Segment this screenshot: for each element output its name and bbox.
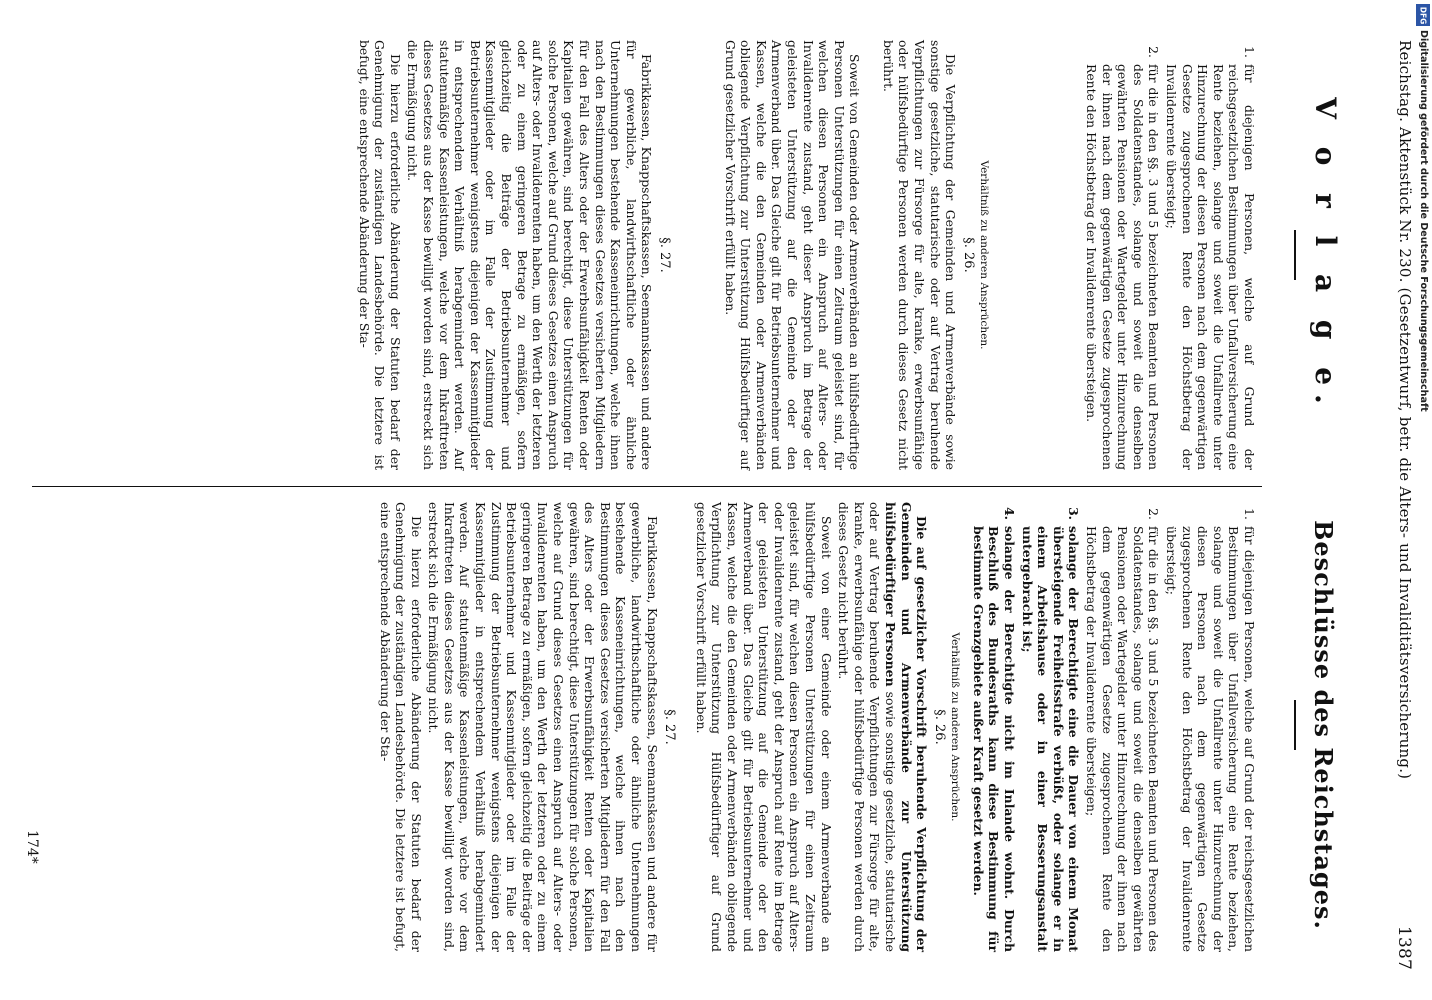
section-26-paragraph-2: Soweit von Gemeinden oder Armenverbänden an hülfsbedürftige Personen Unterstützungen für einen Zeitraum geleistet sind, für welchen diesen Personen ein Anspruch auf Alters- oder Invalidenrente zustand, geht dieser Anspruch im Betrage der geleisteten Unterstützung auf die Gemeinde oder den Armenverband über. Das Gleiche gilt für Betriebsunternehmer und Kassen, welche die den Gemeinden oder Armenverbänden obliegende Verpflichtung zur Unterstützung Hülfsbedürftiger auf Grund gesetzlicher Vorschrift erfüllt haben. xyxy=(722,40,863,470)
item-number: 3. xyxy=(1066,507,1082,520)
beschluesse-item-4 xyxy=(970,502,1017,952)
item-number: 2. xyxy=(1146,46,1162,58)
item-number: 1. xyxy=(1242,46,1257,58)
section-27-label: §. 27. xyxy=(656,237,672,273)
running-header xyxy=(1378,40,1414,970)
beschluesse-item-2 xyxy=(1083,502,1161,952)
section-27-label: §. 27. xyxy=(662,709,678,745)
section-27-paragraph-2: Die hierzu erforderliche Abänderung der Statuten bedarf der Genehmigung der zuständigen Landesbehörde. Die letztere ist befugt, eine entsprechende Abänderung der Sta- xyxy=(356,40,403,470)
item-text: solange der Berechtigte nicht im Inlande wohnt. Durch Beschluß des Bundesraths kann diese Bestimmung für bestimmte Grenzgebiete außer Kraft gesetzt werden. xyxy=(970,526,1018,952)
column-divider xyxy=(32,486,1262,487)
section-heading-small: Verhältniß zu anderen Ansprüchen. xyxy=(949,632,962,822)
beschluesse-title: Beschlüsse des Reichstages. xyxy=(1309,520,1338,930)
item-text: solange der Berechtigte eine die Dauer von einem Monat übersteigende Freiheitsstrafe verbüßt, oder solange er in einem Arbeitshause oder in einer Besserungsanstalt untergebracht ist; xyxy=(1019,526,1082,952)
credit-text: Digitalisierung gefördert durch die Deutsche Forschungsgemeinschaft xyxy=(1418,30,1429,412)
dfg-logo-text: DFG xyxy=(1418,6,1428,24)
dfg-logo xyxy=(1416,4,1430,26)
item-number: 4. xyxy=(1002,507,1018,520)
section-26-label: §. 26. xyxy=(931,709,947,745)
digitization-credit xyxy=(1415,30,1429,790)
paragraph-rest: sowie sonstige gesetzliche, statutarische oder auf Vertrag beruhende Verpflichtungen zur Fürsorge für alte, kranke, erwerbsunfähige oder hülfsbedürftige Personen werden durch dieses Gesetz nicht berührt. xyxy=(836,502,898,952)
item-text: für die in den §§. 3 und 5 bezeichneten Beamten und Personen des Soldatenstandes, solange und soweit die denselben gewährten Pensionen oder Wartegelder unter Hinzurechnung der ihnen nach dem gegenwärtigen Gesetze zugesprochenen Rente den Höchstbetrag der Invalidenrente übersteigen; xyxy=(1084,526,1162,952)
section-26-label: §. 26. xyxy=(960,237,976,273)
header-text: Reichstag. Aktenstück Nr. 230. (Gesetzentwurf, betr. die Alters- und Invaliditätsversicherung.) xyxy=(1396,40,1414,780)
beschluesse-item-3 xyxy=(1019,502,1081,952)
section-26-paragraph-2: Soweit von einer Gemeinde oder einem Armenverbande an hülfsbedürftige Personen Unterstützungen für einen Zeitraum geleistet sind, für welchen diesen Personen ein Anspruch auf Alters- oder Invalidenrente zustand, geht der Anspruch auf Rente im Betrage der geleisteten Unterstützung auf die Gemeinde oder den Armenverband über. Das Gleiche gilt für Betriebsunternehmer und Kassen, welche die den Gemeinden oder Armenverbänden obliegende Verpflichtung zur Unterstützung Hülfsbedürftiger auf Grund gesetzlicher Vorschrift erfüllt haben. xyxy=(693,502,834,952)
beschluesse-item-1 xyxy=(1163,502,1257,952)
beschluesse-column xyxy=(375,502,1257,952)
item-text: für diejenigen Personen, welche auf Grund der reichsgesetzlichen Bestimmungen über Unfallversicherung eine Rente beziehen, solange und soweit die Unfallrente unter Hinzurechnung der diesen Personen nach dem gegenwärtigen Gesetze zugesprochenen Rente den Höchstbetrag der Invalidenrente übersteigt; xyxy=(1164,64,1257,470)
item-text: für diejenigen Personen, welche auf Grund der reichsgesetzlichen Bestimmungen über Unfallversicherung eine Rente beziehen, solange und soweit die Unfallrente unter Hinzurechnung der diesen Personen nach dem gegenwärtigen Gesetze zugesprochenen Rente den Höchstbetrag der Invalidenrente übersteigt; xyxy=(1164,526,1257,952)
bold-phrase: Die auf gesetzlicher Vorschrift beruhende Verpflichtung der Gemeinden und Armenverbände zur Unterstützung hülfsbedürftiger Personen xyxy=(882,502,930,952)
page-signature: 174* xyxy=(24,830,40,864)
item-number: 1. xyxy=(1242,508,1257,520)
section-27-paragraph-1: Fabrikkassen, Knappschaftskassen, Seemannskassen und andere für gewerbliche, landwirthschaftliche oder ähnliche Unternehmungen bestehende Kasseneinrichtungen, welche ihnen nach den Bestimmungen dieses Gesetzes versicherten Mitgliedern für den Fall des Alters oder der Erwerbsunfähigkeit Renten oder Kapitalien gewähren, sind berechtigt, diese Unterstützungen für solche Personen, welche auf Grund dieses Gesetzes einen Anspruch auf Alters- oder Invalidenrenten haben, um den Werth der letzteren oder zu einem geringeren Betrage zu ermäßigen, sofern gleichzeitig die Beiträge der Betriebsunternehmer und Kassenmitglieder oder im Falle der Zustimmung der Betriebsunternehmer wenigstens diejenigen der Kassenmitglieder in entsprechendem Verhältniß herabgemindert werden. Auf statutenmäßige Kassenleistungen, welche vor dem Inkrafttreten dieses Gesetzes aus der Kasse bewilligt worden sind, erstreckt sich die Ermäßigung nicht. xyxy=(426,502,660,952)
vorlage-title: V o r l a g e. xyxy=(1309,97,1342,413)
vorlage-title-rule xyxy=(1294,230,1296,280)
item-text: für die in den §§. 3 und 5 bezeichneten Beamten und Personen des Soldatenstandes, solange und soweit die denselben gewährten Pensionen oder Wartegelder unter Hinzurechnung der ihnen nach dem gegenwärtigen Gesetze zugesprochenen Rente den Höchstbetrag der Invalidenrente übersteigen. xyxy=(1084,64,1162,470)
section-heading-small: Verhältniß zu anderen Ansprüchen. xyxy=(978,160,991,350)
section-26-paragraph-1 xyxy=(836,502,930,952)
section-27-paragraph-1: Fabrikkassen, Knappschaftskassen, Seemannskassen und andere für gewerbliche, landwirthschaftliche oder ähnliche Unternehmungen bestehende Kasseneinrichtungen, welche ihnen nach den Bestimmungen dieses Gesetzes versicherten Mitgliedern für den Fall des Alters oder der Erwerbsunfähigkeit Renten oder Kapitalien gewähren, sind berechtigt, diese Unterstützungen für solche Personen, welche auf Grund dieses Gesetzes einen Anspruch auf Alters- oder Invalidenrenten haben, um den Werth der letzteren oder zu einem geringeren Betrage zu ermäßigen, sofern gleichzeitig die Beiträge der Betriebsunternehmer und Kassenmitglieder oder im Falle der Zustimmung der Betriebsunternehmer wenigstens diejenigen der Kassenmitglieder in entsprechendem Verhältniß herabgemindert werden. Auf statutenmäßige Kassenleistungen, welche vor dem Inkrafttreten dieses Gesetzes aus der Kasse bewilligt worden sind, erstreckt sich die Ermäßigung nicht. xyxy=(405,40,655,470)
section-27-paragraph-2: Die hierzu erforderliche Abänderung der Statuten bedarf der Genehmigung der zuständigen Landesbehörde. Die letztere ist befugt, eine entsprechende Abänderung der Sta- xyxy=(377,502,424,952)
vorlage-item-1 xyxy=(1163,40,1257,470)
section-26-paragraph-1: Die Verpflichtung der Gemeinden und Armenverbände sowie sonstige gesetzliche, statutarische oder auf Vertrag beruhende Verpflichtungen zur Fürsorge für alte, kranke, erwerbsunfähige oder hülfsbedürftige Personen werden durch dieses Gesetz nicht berührt. xyxy=(880,40,959,470)
beschluesse-title-rule xyxy=(1294,700,1296,750)
vorlage-item-2 xyxy=(1083,40,1161,470)
vorlage-column xyxy=(354,40,1257,470)
item-number: 2. xyxy=(1146,508,1162,520)
page-number: 1387 xyxy=(1394,925,1414,970)
